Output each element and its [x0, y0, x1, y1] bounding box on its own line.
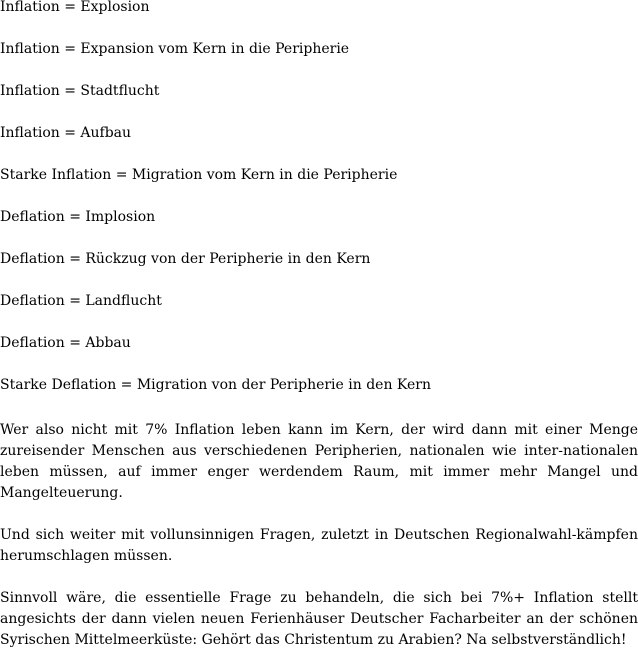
spacer — [0, 63, 638, 84]
equation-line: Starke Deflation = Migration von der Peripherie in den Kern — [0, 377, 432, 393]
paragraph: Sinnvoll wäre, die essentielle Frage zu behandeln, die sich bei 7%+ Inflation stellt angesichts der dann vielen neuen Ferienhäuser Deutscher Facharbeiter an der schönen Syrischen Mittelmeerküste: Gehört das Christentum zu Arabien? Na selbstverständlich! — [0, 590, 638, 648]
spacer — [0, 357, 638, 378]
equation-line: Inflation = Expansion vom Kern in die Peripherie — [0, 41, 350, 57]
spacer — [0, 231, 638, 252]
equation-line: Deflation = Implosion — [0, 209, 156, 225]
spacer — [0, 105, 638, 126]
spacer — [0, 399, 638, 420]
equation-line: Deflation = Abbau — [0, 335, 131, 351]
equation-line: Deflation = Rückzug von der Peripherie in den Kern — [0, 251, 371, 267]
paragraph: Und sich weiter mit vollunsinnigen Fragen, zuletzt in Deutschen Regionalwahl-kämpfen herumschlagen müssen. — [0, 527, 638, 564]
spacer — [0, 567, 638, 588]
equation-line: Inflation = Aufbau — [0, 125, 132, 141]
spacer — [0, 273, 638, 294]
spacer — [0, 21, 638, 42]
equation-line: Deflation = Landflucht — [0, 293, 162, 309]
spacer — [0, 315, 638, 336]
spacer — [0, 504, 638, 525]
paragraph: Wer also nicht mit 7% Inflation leben kann im Kern, der wird dann mit einer Menge zureisender Menschen aus verschiedenen Peripherien, nationalen wie inter-nationalen leben müssen, auf immer enger werdendem Raum, mit immer mehr Mangel und Mangelteuerung. — [0, 422, 638, 501]
equation-line: Inflation = Explosion — [0, 0, 150, 15]
equation-line: Inflation = Stadtflucht — [0, 83, 160, 99]
equation-line: Starke Inflation = Migration vom Kern in die Peripherie — [0, 167, 398, 183]
spacer — [0, 189, 638, 210]
spacer — [0, 147, 638, 168]
